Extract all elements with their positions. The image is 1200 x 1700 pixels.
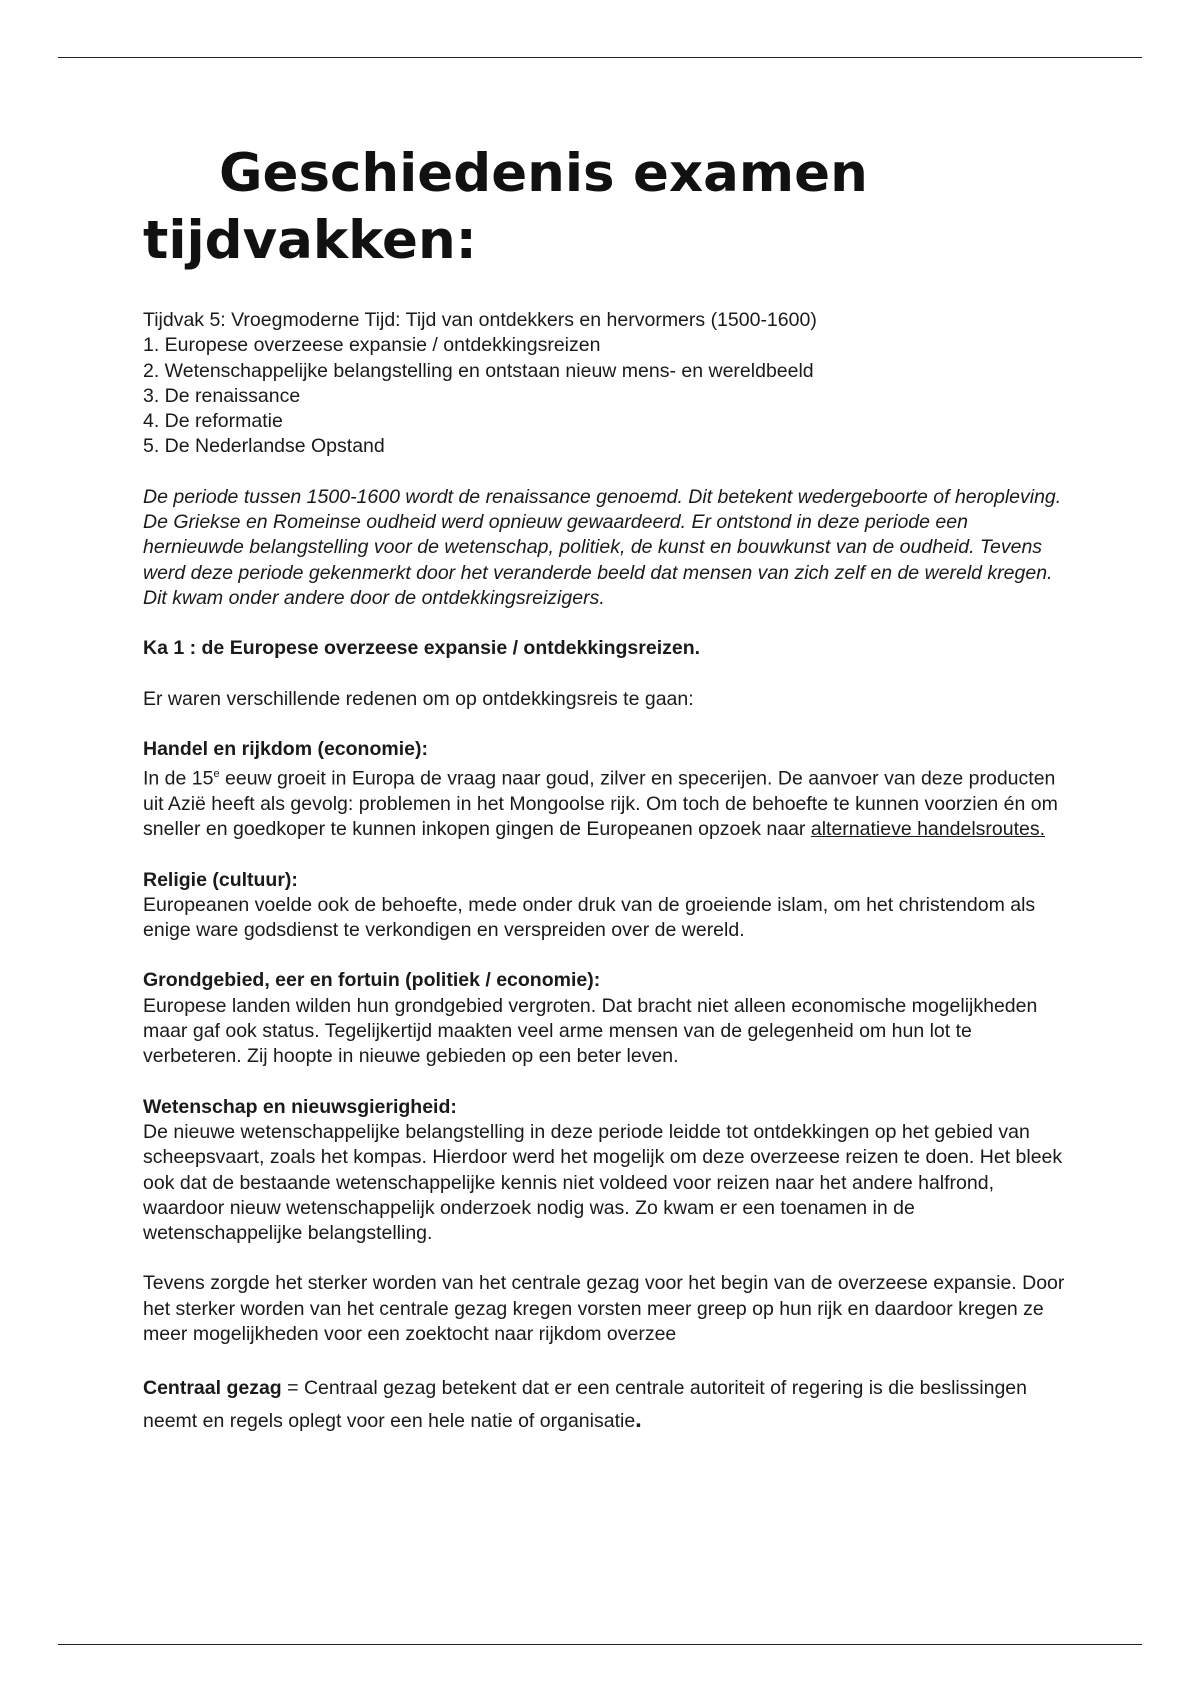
topic-list (143, 333, 1073, 459)
section-heading: Grondgebied, eer en fortuin (politiek / economie): (143, 969, 601, 992)
definition-term: Centraal gezag (143, 1377, 282, 1400)
section-handel (143, 737, 1073, 843)
intro-paragraph: De periode tussen 1500-1600 wordt de renaissance genoemd. Dit betekent wedergeboorte of heropleving. De Griekse en Romeinse oudheid werd opnieuw gewaardeerd. Er ontstond in deze periode een hernieuwde belangstelling voor de wetenschap, politiek, de kunst en bouwkunst van de oudheid. Tevens werd deze periode gekenmerkt door het veranderde beeld dat mensen van zich zelf en de wereld kregen. Dit kwam onder andere door de ontdekkingsreizigers. (143, 485, 1062, 609)
section-text: Europeanen voelde ook de behoefte, mede onder druk van de groeiende islam, om het christendom als enige ware godsdienst te verkondigen en verspreiden over de wereld. (143, 893, 1036, 942)
section-grondgebied (143, 968, 1073, 1069)
page-title (143, 140, 1073, 274)
topic-item: 2. Wetenschappelijke belangstelling en ontstaan nieuw mens- en wereldbeeld (143, 359, 814, 382)
section-wetenschap (143, 1095, 1073, 1247)
section-heading: Wetenschap en nieuwsgierigheid: (143, 1095, 457, 1118)
title-line-2: tijdvakken: (143, 210, 477, 271)
definition-paragraph (143, 1372, 1073, 1437)
period-heading: Tijdvak 5: Vroegmoderne Tijd: Tijd van ontdekkers en hervormers (1500-1600) (143, 309, 817, 331)
section-heading: Handel en rijkdom (economie): (143, 737, 428, 760)
section-text: Europese landen wilden hun grondgebied vergroten. Dat bracht niet alleen economische mogelijkheden maar gaf ook status. Tegelijkertijd maakten veel arme mensen van de gelegenheid om hun lot te verbeteren. Zij hoopte in nieuwe gebieden op een beter leven. (143, 994, 1038, 1068)
superscript: e (213, 768, 220, 781)
underlined-text: alternatieve handelsroutes. (810, 818, 1046, 841)
topic-item: 1. Europese overzeese expansie / ontdekkingsreizen (143, 334, 601, 357)
title-line-1: Geschiedenis examen (219, 143, 868, 204)
bottom-rule (58, 1644, 1142, 1645)
section-text: De nieuwe wetenschappelijke belangstelling in deze periode leidde tot ontdekkingen op het gebied van scheepsvaart, zoals het kompas. Hierdoor werd het mogelijk om deze overzeese reizen te doen. Het bleek ook dat de bestaande wetenschappelijke kennis niet voldeed voor reizen naar het andere halfrond, waardoor nieuw wetenschappelijk onderzoek nodig was. Zo kwam er een toenamen in de wetenschappelijke belangstelling. (143, 1120, 1063, 1245)
section-text (143, 762, 1073, 842)
topic-item: 3. De renaissance (143, 384, 301, 407)
definition-text: = Centraal gezag betekent dat er een centrale autoriteit of regering is die beslissingen neemt en regels oplegt voor een hele natie of organisatie (143, 1377, 1027, 1433)
document-body (143, 308, 1073, 1437)
text-part: In de 15 (143, 767, 214, 790)
topic-item: 5. De Nederlandse Opstand (143, 435, 385, 458)
topic-item: 4. De reformatie (143, 410, 283, 433)
section-heading: Religie (cultuur): (143, 868, 298, 891)
document-content (143, 140, 1073, 1437)
lead-paragraph: Er waren verschillende redenen om op ontdekkingsreis te gaan: (143, 687, 694, 710)
text-part: eeuw groeit in Europa de vraag naar goud, zilver en specerijen. De aanvoer van deze producten uit Azië heeft als gevolg: problemen in het Mongoolse rijk. Om toch de behoefte te kunnen voorzien én om sneller en goedkoper te kunnen inkopen gingen de Europeanen opzoek naar (143, 767, 1058, 841)
section-religie (143, 868, 1073, 944)
top-rule (58, 57, 1142, 58)
definition-end: . (635, 1406, 642, 1434)
centraal-gezag-paragraph: Tevens zorgde het sterker worden van het centrale gezag voor het begin van de overzeese expansie. Door het sterker worden van het centrale gezag kregen vorsten meer greep op hun rijk en daardoor kregen ze meer mogelijkheden voor een zoektocht naar rijkdom overzee (143, 1272, 1065, 1345)
chapter-heading: Ka 1 : de Europese overzeese expansie / ontdekkingsreizen. (143, 637, 701, 660)
